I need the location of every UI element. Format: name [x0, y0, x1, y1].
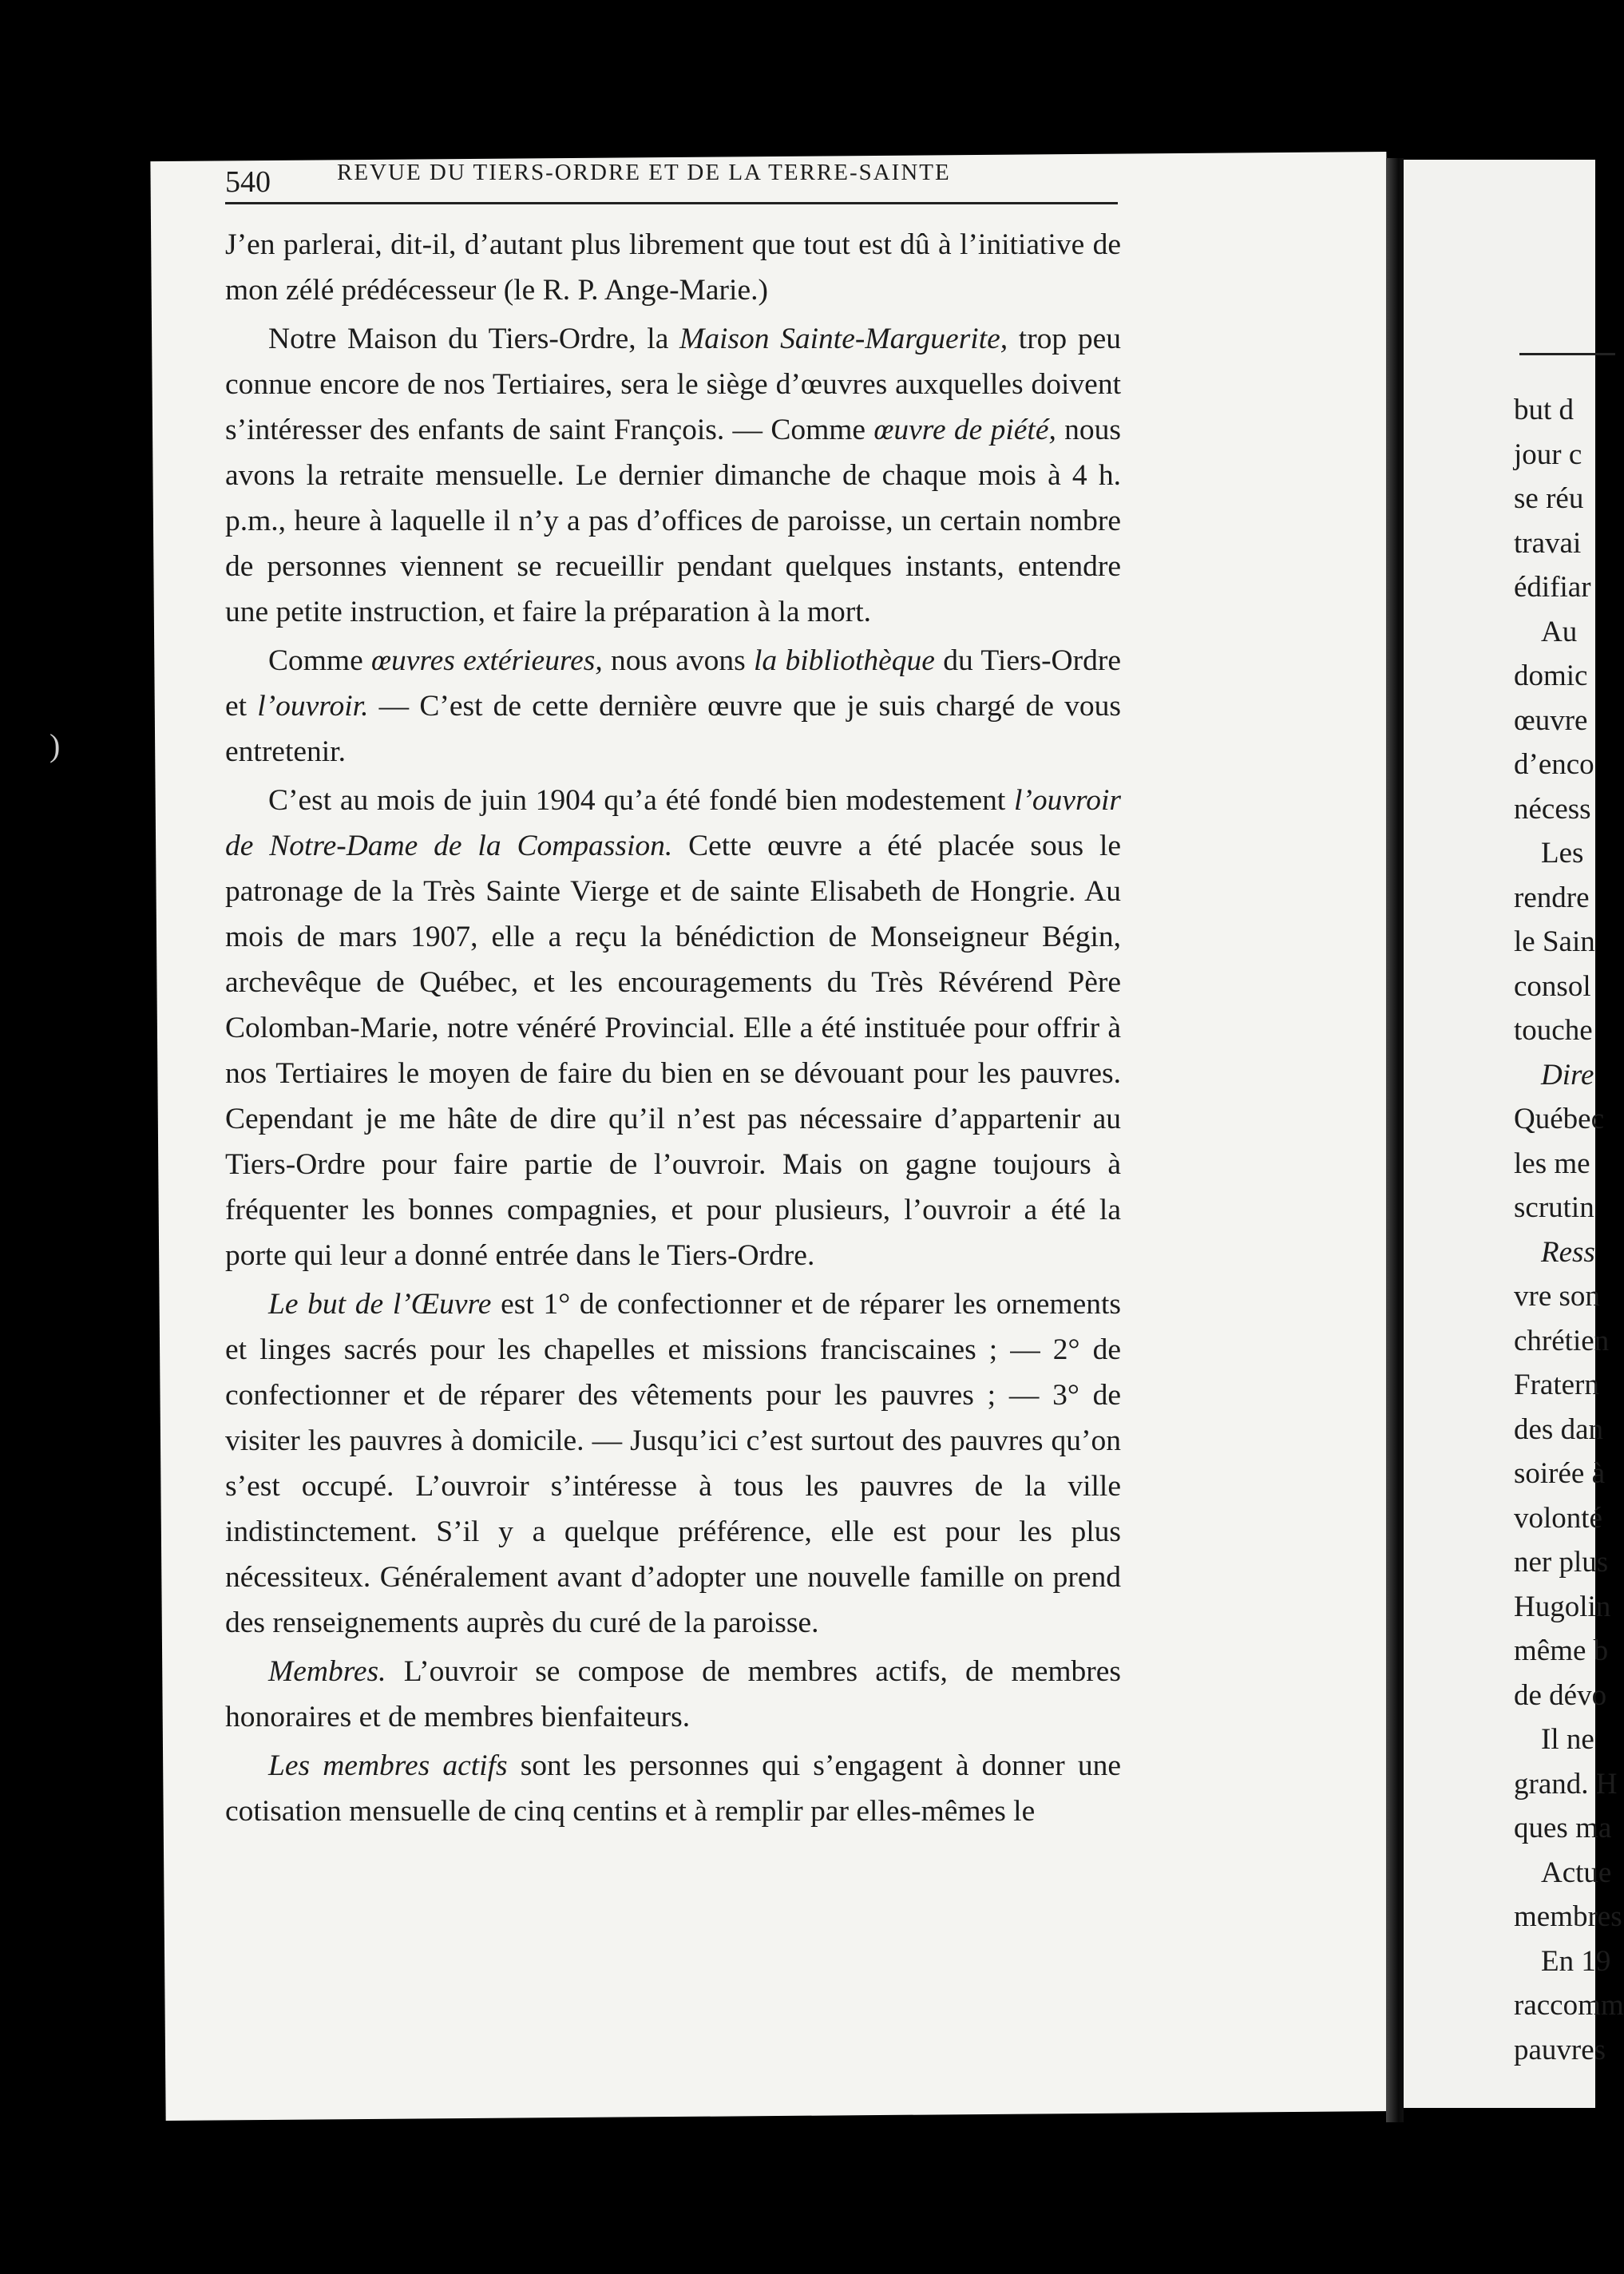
- book-gutter: [1386, 158, 1404, 2122]
- right-page-line: raccomm: [1514, 1989, 1624, 2022]
- right-page-line: œuvre: [1514, 703, 1588, 737]
- right-page-line: En 19: [1541, 1944, 1611, 1978]
- right-page-text: [1514, 388, 1624, 2072]
- right-page-line: ner plus: [1514, 1546, 1609, 1579]
- right-page-line: Ress: [1541, 1235, 1595, 1269]
- body-text: [225, 222, 1121, 1837]
- right-page-line: Québec: [1514, 1103, 1604, 1135]
- right-page-line: Fratern: [1514, 1369, 1599, 1401]
- right-page-line: des dan: [1514, 1412, 1603, 1446]
- right-page-line: grand. H: [1514, 1767, 1618, 1801]
- paragraph-2: Notre Maison du Tiers-Ordre, la Maison Sainte-Marguerite, trop peu connue encore de nos Tertiaires, sera le siège d’œuvres auxquelles doivent s’intéresser des enfants de saint François. — Comme œuvre de piété, nous avons la retraite mensuelle. Le dernier dimanche de chaque mois à 4 h. p.m., heure à laquelle il n’y a pas d’offices de paroisse, un certain nombre de personnes viennent se recueillir pendant quelques instants, entendre une petite instruction, et faire la préparation à la mort.: [225, 323, 1121, 628]
- right-page-line: nécess: [1514, 792, 1591, 826]
- right-page-line: les me: [1514, 1147, 1590, 1180]
- page-number: 540: [225, 165, 271, 199]
- right-page-line: chrétien: [1514, 1324, 1610, 1357]
- right-page-line: pauvres: [1514, 2033, 1606, 2066]
- right-page-line: édifiar: [1514, 571, 1591, 604]
- right-page: [1404, 160, 1624, 2108]
- right-page-line: le Sain: [1514, 925, 1595, 958]
- right-page-line: Hugolin: [1514, 1590, 1611, 1623]
- paragraph-4: C’est au mois de juin 1904 qu’a été fondé bien modestement l’ouvroir de Notre-Dame de la Compassion. Cette œuvre a été placée sous le patronage de la Très Sainte Vierge et de sainte Elisabeth de Hongrie. Au mois de mars 1907, elle a reçu la bénédiction de Monseigneur Bégin, archevêque de Québec, et les encouragements du Très Révérend Père Colomban-Marie, notre vénéré Provincial. Elle a été instituée pour offrir à nos Tertiaires le moyen de faire du bien en se dévouant pour les pauvres. Cependant je me hâte de dire qu’il n’est pas nécessaire d’appartenir au Tiers-Ordre pour faire partie de l’ouvroir. Mais on gagne toujours à fréquenter les bonnes compagnies, et pour plusieurs, l’ouvroir a été la porte qui leur a donné entrée dans le Tiers-Ordre.: [225, 784, 1122, 1272]
- right-page-line: Actue: [1541, 1856, 1612, 1889]
- page-header: [225, 160, 1115, 208]
- right-page-rule: [1519, 353, 1615, 355]
- paragraph-3: Comme œuvres extérieures, nous avons la bibliothèque du Tiers-Ordre et l’ouvroir. — C’est de cette dernière œuvre que je suis chargé de vous entretenir.: [225, 644, 1122, 768]
- right-page-line: jour c: [1514, 438, 1582, 471]
- right-page-line: vre son: [1514, 1280, 1600, 1313]
- right-page-line: Dire: [1541, 1058, 1594, 1091]
- right-page-line: rendre: [1514, 881, 1590, 914]
- right-page-line: volonté: [1514, 1501, 1602, 1535]
- right-page-line: travai: [1514, 526, 1582, 560]
- right-page-line: même b: [1514, 1634, 1609, 1667]
- running-title: REVUE DU TIERS-ORDRE ET DE LA TERRE-SAINTE: [337, 160, 951, 185]
- right-page-line: scrutin: [1514, 1191, 1594, 1224]
- right-page-line: Il ne: [1541, 1723, 1594, 1756]
- right-page-line: ques ma: [1514, 1812, 1612, 1844]
- right-page-line: Les: [1541, 837, 1584, 870]
- right-page-line: de dévo: [1514, 1678, 1607, 1712]
- paragraph-7: Les membres actifs sont les personnes qui s’engagent à donner une cotisation mensuelle de cinq centins et à remplir par elles-mêmes le: [225, 1749, 1121, 1828]
- right-page-line: but d: [1514, 394, 1574, 426]
- right-page-line: soirée à: [1514, 1457, 1606, 1490]
- right-page-line: consol: [1514, 969, 1591, 1003]
- paragraph-5: Le but de l’Œuvre est 1° de confectionner et de réparer les ornements et linges sacrés pour les chapelles et missions franciscaines ; — 2° de confectionner et de réparer des vêtements pour les pauvres ; — 3° de visiter les pauvres à domicile. — Jusqu’ici c’est surtout des pauvres qu’on s’est occupé. L’ouvroir s’intéresse à tous les pauvres de la ville indistinctement. S’il y a quelque préférence, elle est pour les plus nécessiteux. Généralement avant d’adopter une nouvelle famille on prend des renseignements auprès du curé de la paroisse.: [225, 1288, 1122, 1639]
- paragraph-1: J’en parlerai, dit-il, d’autant plus librement que tout est dû à l’initiative de mon zélé prédécesseur (le R. P. Ange-Marie.): [225, 228, 1121, 307]
- right-page-line: d’enco: [1514, 748, 1594, 781]
- right-page-line: membres: [1514, 1900, 1622, 1933]
- header-rule: [225, 202, 1118, 204]
- right-page-line: touche: [1514, 1014, 1593, 1047]
- scan-mark: ): [50, 727, 61, 763]
- right-page-line: Au: [1541, 615, 1578, 648]
- right-page-line: domic: [1514, 660, 1588, 692]
- paragraph-6: Membres. L’ouvroir se compose de membres actifs, de membres honoraires et de membres bienfaiteurs.: [225, 1655, 1121, 1733]
- right-page-line: se réu: [1514, 482, 1584, 515]
